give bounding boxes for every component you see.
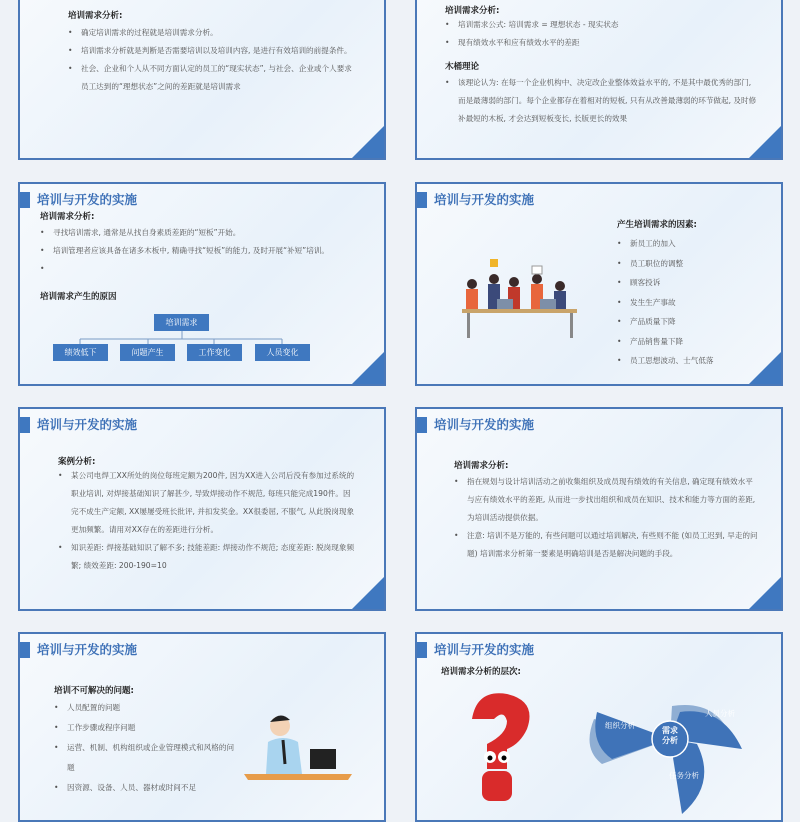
slide-5[interactable] <box>18 407 386 611</box>
pinwheel-blade-label: 组织分析 <box>605 721 635 730</box>
slide-heading: 培训不可解决的问题: <box>54 686 134 696</box>
pinwheel-center-label: 需求 分析 <box>662 726 678 745</box>
stressed-worker-illustration <box>238 704 358 784</box>
pinwheel-blade-label: 人员分析 <box>705 709 735 718</box>
corner-decoration <box>352 577 384 609</box>
list-item: • 因资源、设备、人员、器材或时间不足 <box>54 778 239 798</box>
title-bar-icon <box>417 417 427 433</box>
list-item: • 指在规划与设计培训活动之前收集组织及成员现有绩效的有关信息, 确定现有绩效水平与应有绩效水平的差距, 从而进一步找出组织和成员在知识、技术和能力等方面的差距, 为培训活动提供依据。 <box>454 473 759 527</box>
list-item: • 培训需求分析就是判断是否需要培训以及培训内容, 是进行有效培训的前提条件。 <box>68 42 358 60</box>
title-bar-icon <box>20 642 30 658</box>
slide-title: 培训与开发的实施 <box>434 642 535 657</box>
bullet-list <box>445 16 765 52</box>
list-item: • 培训管理者应该具备在诸多木板中, 精确寻找“短板”的能力, 及时开展“补短”培训。 <box>40 242 380 260</box>
question-mark-character <box>452 689 552 809</box>
list-item: • 运营、机制、机构组织或企业管理模式和风格的问题 <box>54 738 239 778</box>
list-item: • 产品销售量下降 <box>617 332 777 352</box>
tree-node: 绩效低下 <box>53 344 108 361</box>
slide-title: 培训与开发的实施 <box>37 192 138 207</box>
corner-decoration <box>749 126 781 158</box>
list-item: • 员工思想波动、士气低落 <box>617 351 777 371</box>
list-item: • 产品质量下降 <box>617 312 777 332</box>
slide-title: 培训与开发的实施 <box>434 417 535 432</box>
needs-analysis-pinwheel <box>572 684 762 814</box>
title-bar-icon <box>20 417 30 433</box>
slide-heading: 培训需求分析: <box>454 461 509 471</box>
list-item: • 新员工的加入 <box>617 234 777 254</box>
title-bar-icon <box>417 642 427 658</box>
list-item: • 某公司电焊工XX所处的岗位每班定额为200件, 因为XX进入公司后没有参加过系统的职业培训, 对焊接基础知识了解甚少, 导致焊接动作不规范, 每班只能完成190件。因完不成生产定额, XX屡屡受班长批评, 并扣发奖金。XX很委屈, 不服气, 从此脱岗现象更加频繁。请用对XX存在的差距进行分析。 <box>58 467 358 539</box>
bullet-list <box>54 698 239 798</box>
list-item: • 现有绩效水平和应有绩效水平的差距 <box>445 34 765 52</box>
list-item: • 确定培训需求的过程就是培训需求分析。 <box>68 24 358 42</box>
team-celebration-illustration <box>452 254 592 344</box>
slide-title: 培训与开发的实施 <box>37 417 138 432</box>
bullet-list <box>58 467 358 575</box>
list-item: • 发生生产事故 <box>617 293 777 313</box>
tree-node: 工作变化 <box>187 344 242 361</box>
tree-node: 问题产生 <box>120 344 175 361</box>
pinwheel-blade-label: 任务分析 <box>669 771 699 780</box>
slide-heading: 培训需求分析: <box>40 212 95 222</box>
list-item: • 该理论认为: 在每一个企业机构中、决定改企业整体效益水平的, 不是其中最优秀的部门, 而是最薄弱的部门。每个企业都存在着相对的短板, 只有从改善最薄弱的环节做起, 及时修补最短的木板, 才会达到短板变长, 长版更长的效果 <box>445 74 757 128</box>
tree-node: 人员变化 <box>255 344 310 361</box>
slide-heading: 案例分析: <box>58 457 96 467</box>
slide-title: 培训与开发的实施 <box>434 192 535 207</box>
slide-heading: 培训需求分析: <box>68 11 123 21</box>
slide-title: 培训与开发的实施 <box>37 642 138 657</box>
bullet-list <box>617 234 777 371</box>
slide-8[interactable] <box>415 632 783 822</box>
tree-root: 培训需求 <box>154 314 209 331</box>
corner-decoration <box>352 126 384 158</box>
slide-6[interactable] <box>415 407 783 611</box>
slide-7[interactable] <box>18 632 386 822</box>
title-bar-icon <box>417 192 427 208</box>
list-item: • 培训需求公式: 培训需求 = 理想状态 - 现实状态 <box>445 16 765 34</box>
slide-4[interactable] <box>415 182 783 386</box>
corner-decoration <box>749 577 781 609</box>
list-item: • 顾客投诉 <box>617 273 777 293</box>
slide-subheading: 培训需求产生的原因 <box>40 292 117 302</box>
corner-decoration <box>749 352 781 384</box>
list-item: • 知识差距: 焊接基础知识了解不多; 技能差距: 焊接动作不规范; 态度差距: 脱岗现象频繁; 绩效差距: 200-190=10 <box>58 539 358 575</box>
list-item: • 寻找培训需求, 通常是从找自身素质差距的“短板”开始。 <box>40 224 380 242</box>
slide-heading: 产生培训需求的因素: <box>617 220 697 230</box>
slide-heading: 培训需求分析: <box>445 6 500 16</box>
list-item: • 员工职位的调整 <box>617 254 777 274</box>
list-item: • 工作步骤或程序问题 <box>54 718 239 738</box>
slide-subheading: 木桶理论 <box>445 62 480 72</box>
bullet-list <box>68 24 358 96</box>
bullet-list <box>445 74 757 128</box>
slide-1[interactable] <box>18 0 386 160</box>
list-item: • 注意: 培训不是万能的, 有些问题可以通过培训解决, 有些则不能 (如员工迟到, 早走的问题) 培训需求分析第一要素是明确培训是否是解决问题的手段。 <box>454 527 759 563</box>
list-item: • 社会、企业和个人从不同方面认定的员工的“现实状态”, 与社会、企业或个人要求员工达到的“理想状态”之间的差距就是培训需求 <box>68 60 358 96</box>
slide-2[interactable] <box>415 0 783 160</box>
corner-decoration <box>352 352 384 384</box>
slide-3[interactable] <box>18 182 386 386</box>
slide-heading: 培训需求分析的层次: <box>441 667 521 677</box>
list-item: • 人员配置的问题 <box>54 698 239 718</box>
bullet-list <box>454 473 759 563</box>
